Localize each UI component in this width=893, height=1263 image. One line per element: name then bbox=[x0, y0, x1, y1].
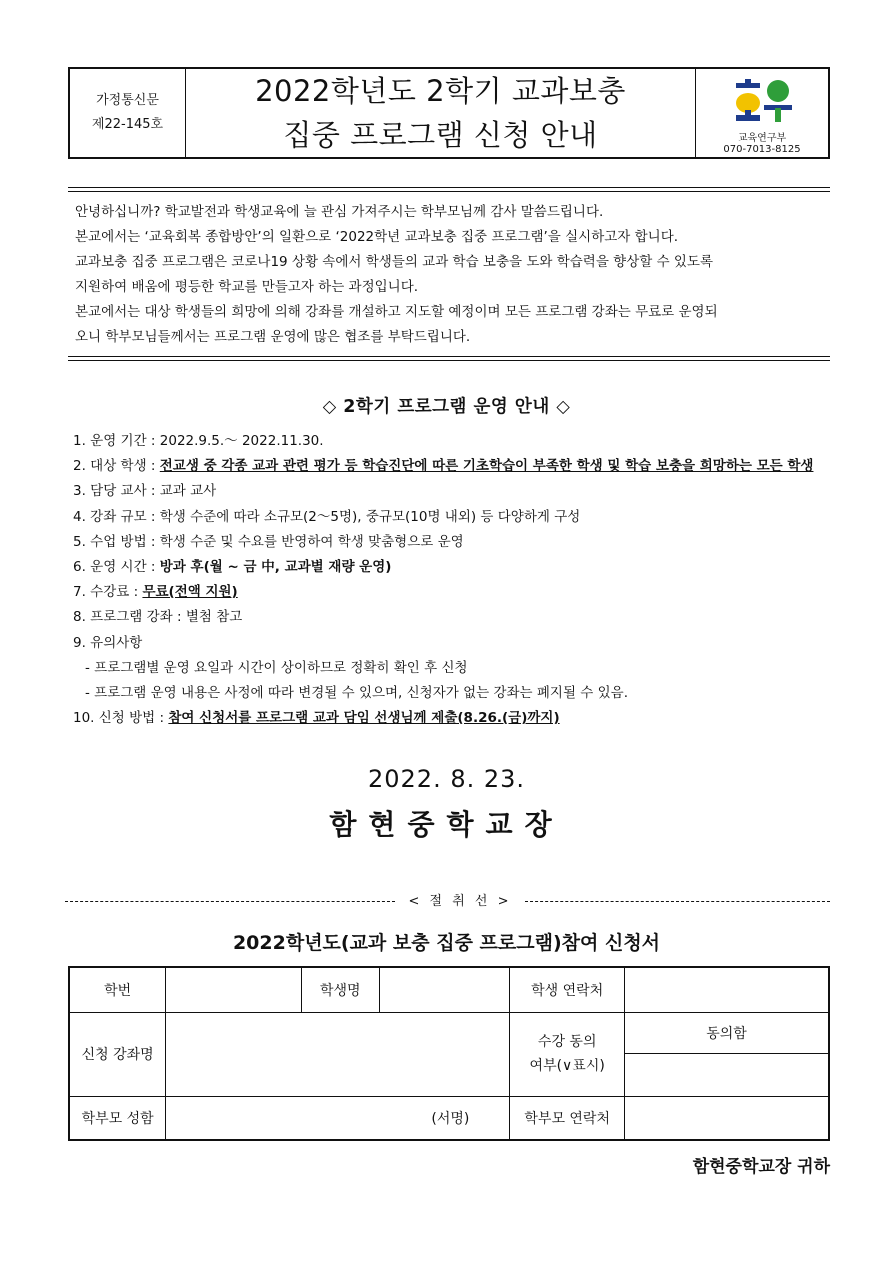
newsletter-info bbox=[70, 69, 186, 157]
list-item: 3. 담당 교사 : 교과 교사 bbox=[73, 483, 217, 500]
signature-mark: (서명) bbox=[431, 1110, 470, 1127]
title-line-1: 2022학년도 2학기 교과보충 bbox=[255, 74, 626, 108]
list-item: 4. 강좌 규모 : 학생 수준에 따라 소규모(2～5명), 중규모(10명 내외) 등 다양하게 구성 bbox=[73, 508, 581, 525]
intro-line: 오니 학부모님들께서는 프로그램 운영에 많은 협조를 부탁드립니다. bbox=[75, 329, 471, 345]
list-item bbox=[73, 454, 813, 479]
issue-date: 2022. 8. 23. bbox=[367, 765, 526, 793]
cut-dash-right bbox=[525, 901, 830, 902]
title-line-2: 집중 프로그램 신청 안내 bbox=[283, 118, 598, 152]
department-contact bbox=[696, 133, 828, 155]
section-title: ◇ 2학기 프로그램 운영 안내 ◇ bbox=[322, 397, 571, 417]
item-value: 참여 신청서를 프로그램 교과 담임 선생님께 제출(8.26.(금)까지) bbox=[168, 710, 560, 727]
addressee: 함현중학교장 귀하 bbox=[692, 1157, 830, 1177]
cut-line bbox=[65, 890, 830, 910]
intro-line: 지원하여 배움에 평등한 학교를 만들고자 하는 과정입니다. bbox=[75, 279, 419, 295]
intro-line: 본교에서는 ‘교육회복 종합방안’의 일환으로 ‘2022학년 교과보충 집중 프로그램’을 실시하고자 합니다. bbox=[75, 229, 679, 245]
student-contact-label: 학생 연락처 bbox=[510, 967, 625, 1012]
item-label: 2. 대상 학생 : bbox=[73, 458, 160, 475]
item-value: 전교생 중 각종 교과 관련 평가 등 학습진단에 따른 기초학습이 부족한 학생 및 학습 보충을 희망하는 모든 학생 bbox=[159, 458, 814, 475]
parent-contact-field[interactable] bbox=[625, 1096, 829, 1140]
divider-top bbox=[68, 187, 830, 192]
parent-name-label: 학부모 성함 bbox=[69, 1096, 166, 1140]
course-name-field[interactable] bbox=[166, 1012, 510, 1096]
application-form bbox=[68, 966, 830, 1141]
item-value: 방과 후(월 ~ 금 中, 교과별 재량 운영) bbox=[159, 558, 392, 575]
item-label: 6. 운영 시간 : bbox=[73, 558, 160, 575]
student-contact-field[interactable] bbox=[625, 967, 829, 1012]
cut-label: < 절 취 선 > bbox=[395, 890, 525, 909]
consent-label-line2: 여부(∨표시) bbox=[529, 1058, 605, 1074]
student-name-field[interactable] bbox=[379, 967, 510, 1012]
item-label: 10. 신청 방법 : bbox=[73, 710, 169, 727]
document-title bbox=[186, 69, 696, 157]
course-name-label: 신청 강좌명 bbox=[69, 1012, 166, 1096]
intro-paragraph bbox=[75, 200, 718, 350]
school-logo-icon bbox=[734, 77, 794, 127]
item-value: 무료(전액 지원) bbox=[142, 584, 238, 601]
list-item bbox=[73, 555, 813, 580]
item-label: 1. 운영 기간 : bbox=[73, 433, 160, 449]
header-contact bbox=[696, 69, 828, 157]
department-phone: 070-7013-8125 bbox=[723, 144, 801, 155]
newsletter-type: 가정통신문 bbox=[96, 93, 159, 108]
divider-bottom bbox=[68, 356, 830, 361]
department-name: 교육연구부 bbox=[737, 133, 787, 144]
agree-option: 동의함 bbox=[625, 1012, 829, 1053]
student-name-label: 학생명 bbox=[301, 967, 379, 1012]
principal-signature: 함현중학교장 bbox=[329, 808, 564, 841]
form-title: 2022학년도(교과 보충 집중 프로그램)참여 신청서 bbox=[232, 932, 661, 954]
list-item bbox=[73, 706, 813, 731]
newsletter-number: 제22-145호 bbox=[91, 117, 164, 132]
list-item bbox=[73, 580, 813, 605]
list-subitem: - 프로그램별 운영 요일과 시간이 상이하므로 정확히 확인 후 신청 bbox=[85, 659, 468, 676]
list-item: 9. 유의사항 bbox=[73, 634, 143, 651]
consent-label bbox=[510, 1012, 625, 1096]
consent-label-line1: 수강 동의 bbox=[537, 1034, 597, 1050]
cut-dash-left bbox=[65, 901, 395, 902]
student-id-label: 학번 bbox=[69, 967, 166, 1012]
header-box bbox=[68, 67, 830, 159]
list-subitem: - 프로그램 운영 내용은 사정에 따라 변경될 수 있으며, 신청자가 없는 강좌는 폐지될 수 있음. bbox=[85, 684, 629, 701]
intro-line: 본교에서는 대상 학생들의 희망에 의해 강좌를 개설하고 지도할 예정이며 모든 프로그램 강좌는 무료로 운영되 bbox=[75, 304, 718, 320]
list-item: 8. 프로그램 강좌 : 별첨 참고 bbox=[73, 609, 243, 626]
list-item bbox=[73, 429, 813, 454]
item-value: 2022.9.5.～ 2022.11.30. bbox=[159, 433, 324, 449]
item-label: 7. 수강료 : bbox=[73, 584, 143, 601]
intro-line: 안녕하십니까? 학교발전과 학생교육에 늘 관심 가져주시는 학부모님께 감사 말씀드립니다. bbox=[75, 204, 604, 220]
agree-check-field[interactable] bbox=[625, 1053, 829, 1096]
parent-name-field[interactable] bbox=[166, 1096, 510, 1140]
intro-line: 교과보충 집중 프로그램은 코로나19 상황 속에서 학생들의 교과 학습 보충을 도와 학습력을 향상할 수 있도록 bbox=[75, 254, 714, 270]
student-id-field[interactable] bbox=[166, 967, 302, 1012]
list-item: 5. 수업 방법 : 학생 수준 및 수요를 반영하여 학생 맞춤형으로 운영 bbox=[73, 533, 464, 550]
parent-contact-label: 학부모 연락처 bbox=[510, 1096, 625, 1140]
info-list bbox=[73, 429, 813, 731]
